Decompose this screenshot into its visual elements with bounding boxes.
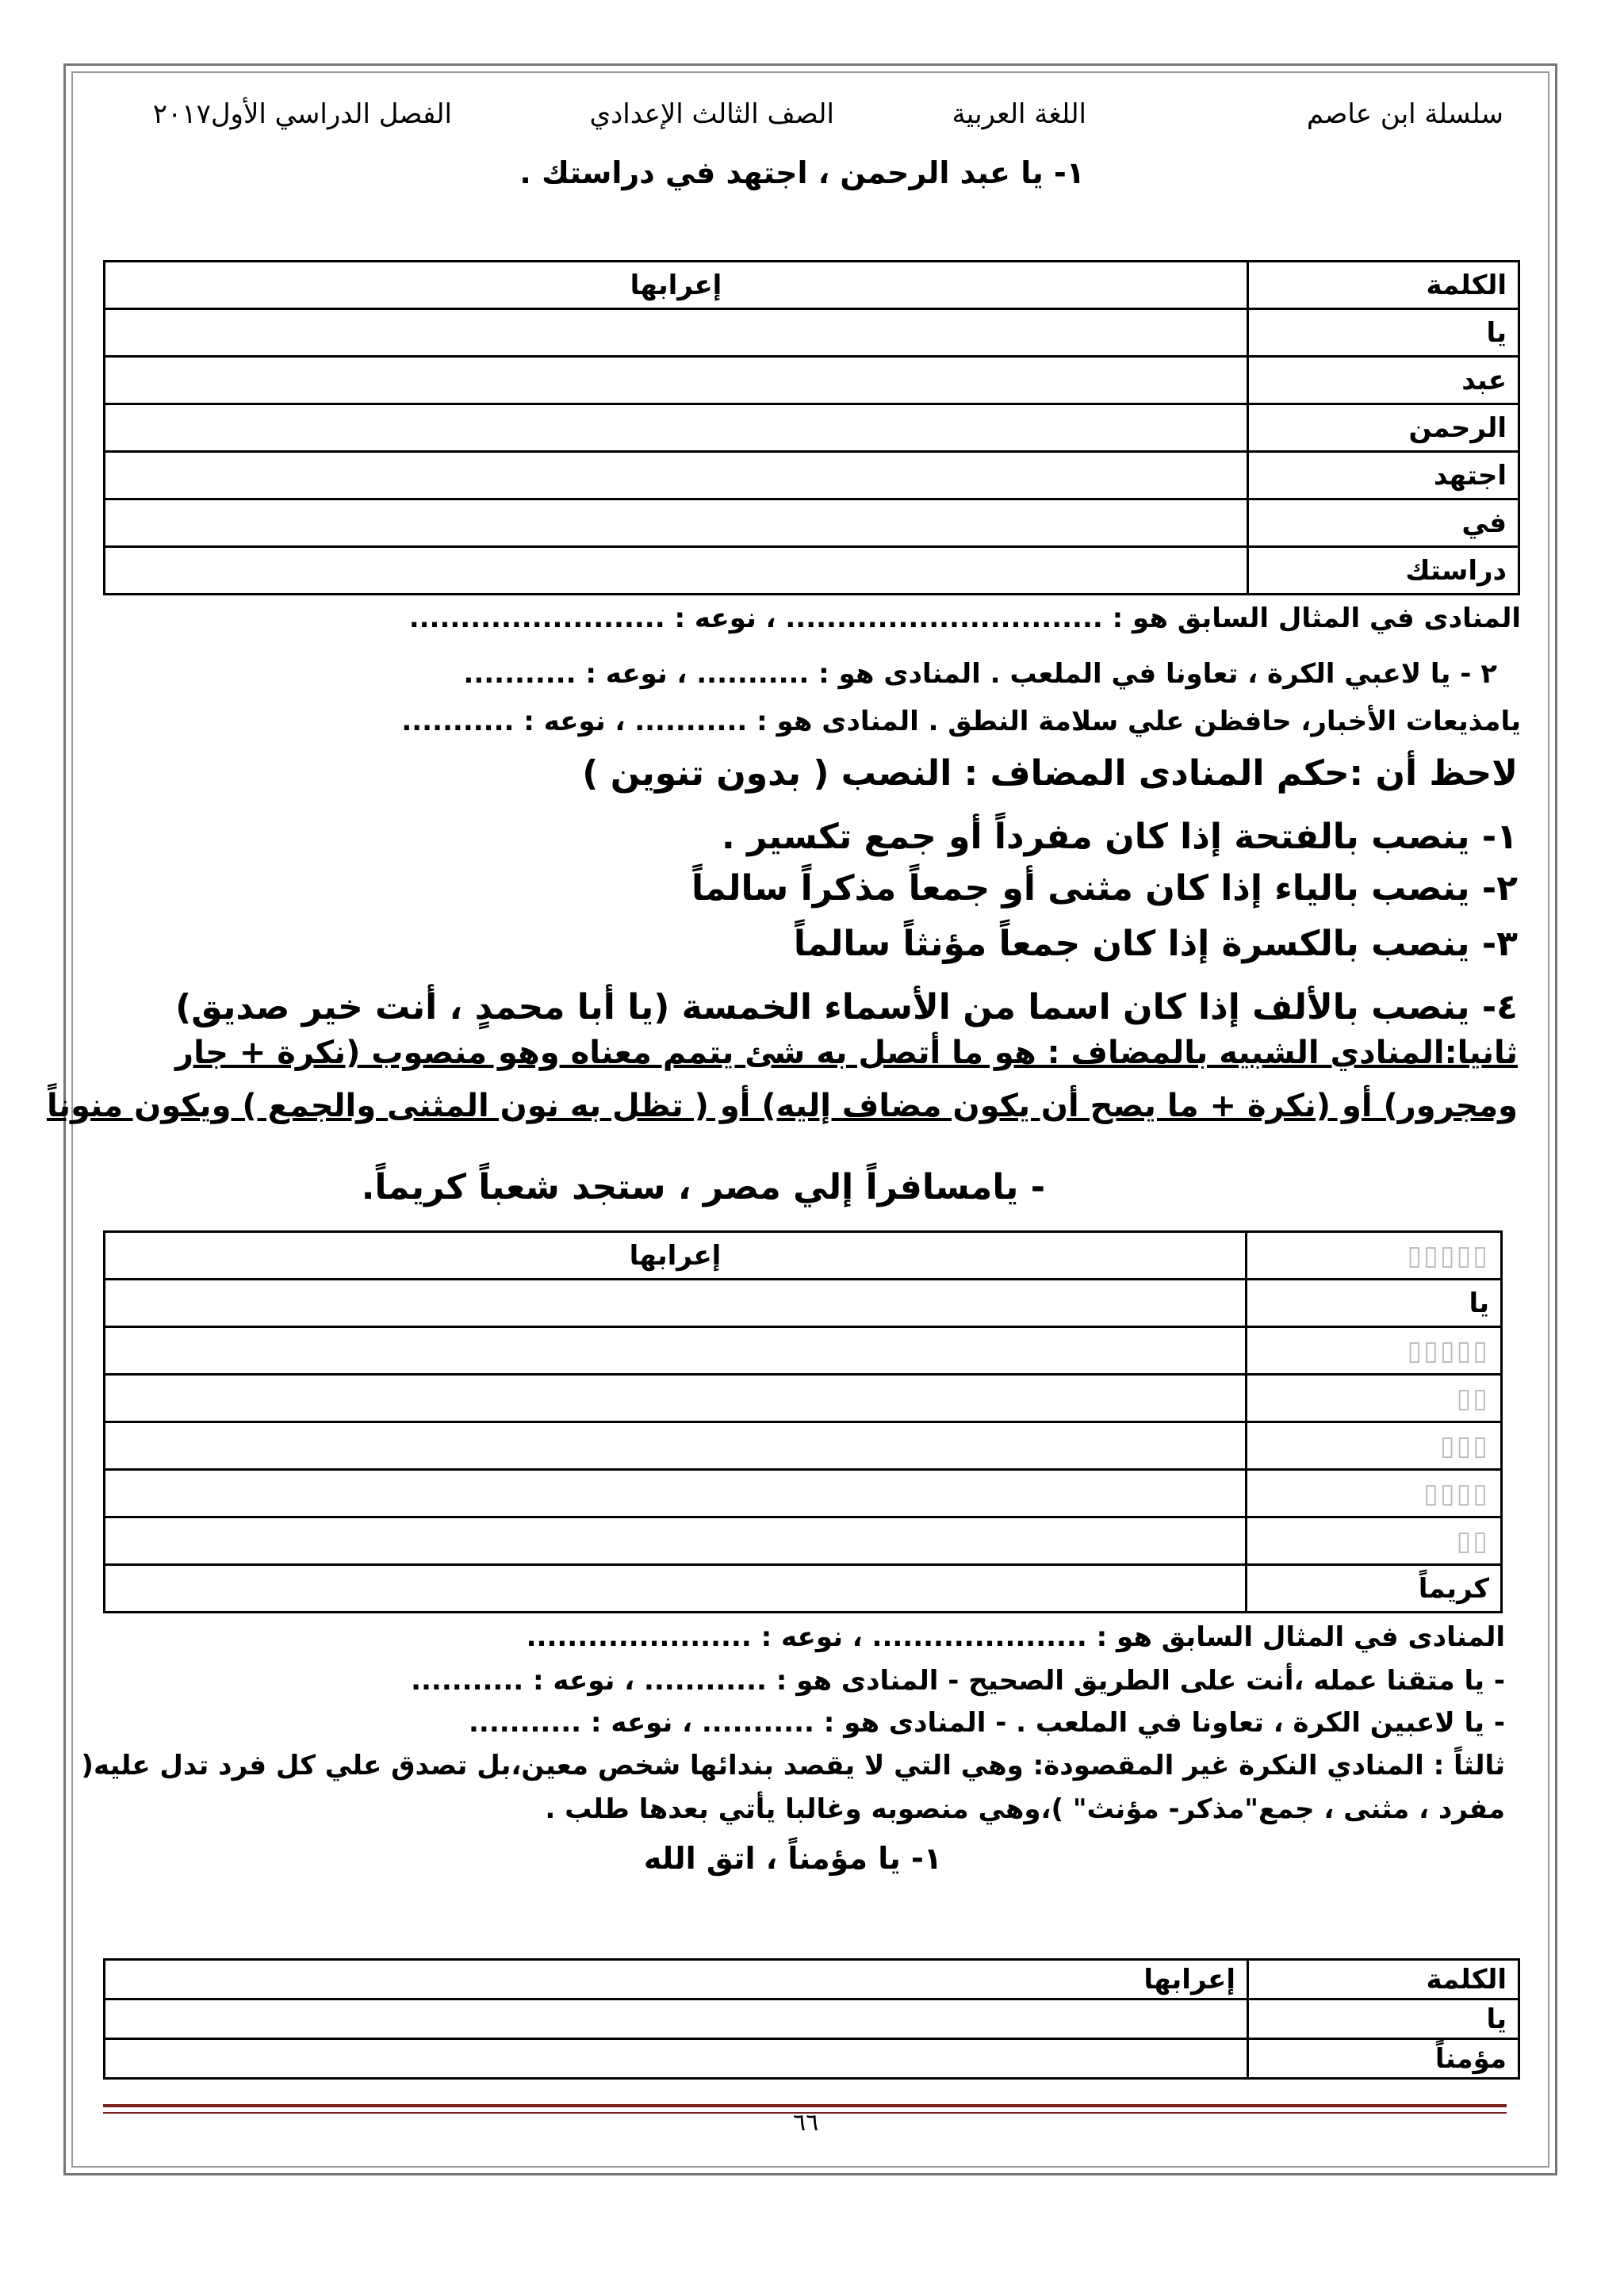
answer-cell[interactable] xyxy=(105,357,1248,404)
part2-definition: ثانيا:المنادي الشبيه بالمضاف : هو ما أتصل به شئ يتمم معناه وهو منصوب (نكرة + جار xyxy=(175,1035,1518,1071)
example1-sentence: ١- يا عبد الرحمن ، اجتهد في دراستك . xyxy=(519,155,1085,190)
part3-table xyxy=(103,1958,1520,2080)
answer-cell[interactable] xyxy=(105,499,1248,547)
answer-cell[interactable] xyxy=(105,1280,1247,1327)
table-word: مؤمناً xyxy=(1248,2039,1519,2079)
part2-table xyxy=(103,1230,1503,1613)
part3-definition: ثالثاً : المنادي النكرة غير المقصودة: وهي التي لا يقصد بندائها شخص معين،بل تصدق علي كل فرد تدل عليه( xyxy=(81,1750,1505,1781)
rule-item: ٤- ينصب بالألف إذا كان اسما من الأسماء الخمسة (يا أبا محمدٍ ، أنت خير صديق) xyxy=(175,987,1518,1027)
table-row xyxy=(105,1470,1502,1517)
part2-line: - يا لاعبين الكرة ، تعاونا في الملعب . - المنادى هو : ........... ، نوعه : ........... xyxy=(468,1707,1505,1739)
table-row xyxy=(105,1280,1502,1327)
header-subject: اللغة العربية xyxy=(952,98,1086,130)
table-word: اجتهد xyxy=(1248,452,1519,499)
rule-item: ١- ينصب بالفتحة إذا كان مفرداً أو جمع تكسير . xyxy=(722,817,1518,857)
answer-cell[interactable] xyxy=(105,452,1248,499)
table-row xyxy=(105,2039,1519,2079)
table-row xyxy=(105,1375,1502,1422)
header-grade: الصف الثالث الإعدادي xyxy=(589,98,834,130)
table-word: عبد xyxy=(1248,357,1519,404)
table-header-irab: إعرابها xyxy=(105,262,1248,309)
table-row xyxy=(105,404,1519,452)
answer-cell[interactable] xyxy=(105,1327,1247,1375)
table-word: الرحمن xyxy=(1248,404,1519,452)
answer-cell[interactable] xyxy=(105,1470,1247,1517)
rule-item: ٢- ينصب بالياء إذا كان مثنى أو جمعاً مذكراً سالماً xyxy=(691,868,1518,909)
table-header-row xyxy=(105,1960,1519,1999)
table-row xyxy=(105,1565,1502,1613)
table-header-word: ▯▯▯▯▯ xyxy=(1247,1232,1502,1280)
table-row xyxy=(105,452,1519,499)
table-word: دراستك xyxy=(1248,547,1519,595)
answer-cell[interactable] xyxy=(105,1565,1247,1613)
header-term: الفصل الدراسي الأول٢٠١٧ xyxy=(152,98,452,130)
table-word: ▯▯ xyxy=(1247,1517,1502,1565)
answer-cell[interactable] xyxy=(105,1517,1247,1565)
part2-line: - يا متقنا عمله ،أنت على الطريق الصحيح - المنادى هو : ............ ، نوعه : ........... xyxy=(411,1665,1505,1697)
table-row xyxy=(105,1517,1502,1565)
part2-definition: ومجرور) أو (نكرة + ما يصح أن يكون مضاف إليه) أو ( تظل به نون المثنى والجمع ) ويكون منوناً xyxy=(46,1088,1518,1124)
table-header-row xyxy=(105,1232,1502,1280)
table-word: يا xyxy=(1247,1280,1502,1327)
table-row xyxy=(105,1999,1519,2039)
rule-title: لاحظ أن :حكم المنادى المضاف : النصب ( بدون تنوين ) xyxy=(582,753,1518,794)
table-word: في xyxy=(1248,499,1519,547)
part1-line: المنادى في المثال السابق هو : ............................... ، نوعه : ......................... xyxy=(408,603,1521,634)
part1-line: ٢ - يا لاعبي الكرة ، تعاونا في الملعب . المنادى هو : ........... ، نوعه : ........... xyxy=(463,658,1497,690)
answer-cell[interactable] xyxy=(105,547,1248,595)
table-row xyxy=(105,547,1519,595)
table-row xyxy=(105,309,1519,357)
answer-cell[interactable] xyxy=(105,1375,1247,1422)
rule-item: ٣- ينصب بالكسرة إذا كان جمعاً مؤنثاً سالماً xyxy=(793,924,1518,964)
example1-table xyxy=(103,260,1520,595)
part3-definition: مفرد ، مثنى ، جمع"مذكر- مؤنث" )،وهي منصوبه وغالبا يأتي بعدها طلب . xyxy=(545,1793,1505,1825)
table-header-irab: إعرابها xyxy=(105,1232,1247,1280)
table-word: يا xyxy=(1248,1999,1519,2039)
table-word: يا xyxy=(1248,309,1519,357)
answer-cell[interactable] xyxy=(105,1422,1247,1470)
table-row xyxy=(105,499,1519,547)
header-series: سلسلة ابن عاصم xyxy=(1306,98,1503,130)
table-row xyxy=(105,357,1519,404)
part1-line: يامذيعات الأخبار، حافظن علي سلامة النطق . المنادى هو : ........... ، نوعه : ........... xyxy=(401,706,1521,737)
table-header-irab: إعرابها xyxy=(105,1960,1248,1999)
table-row xyxy=(105,1422,1502,1470)
table-word: ▯▯▯▯▯ xyxy=(1247,1327,1502,1375)
table-word: ▯▯ xyxy=(1247,1375,1502,1422)
table-word: ▯▯▯▯ xyxy=(1247,1470,1502,1517)
answer-cell[interactable] xyxy=(105,309,1248,357)
table-row xyxy=(105,1327,1502,1375)
part3-sentence: ١- يا مؤمناً ، اتق الله xyxy=(643,1841,942,1876)
table-header-row xyxy=(105,262,1519,309)
table-word: ▯▯▯ xyxy=(1247,1422,1502,1470)
table-header-word: الكلمة xyxy=(1248,1960,1519,1999)
page-number: ٦٦ xyxy=(793,2109,819,2137)
answer-cell[interactable] xyxy=(105,2039,1248,2079)
answer-cell[interactable] xyxy=(105,1999,1248,2039)
table-header-word: الكلمة xyxy=(1248,262,1519,309)
footer-rule xyxy=(103,2104,1507,2107)
part2-sentence: - يامسافراً إلي مصر ، ستجد شعباً كريماً. xyxy=(361,1167,1045,1207)
answer-cell[interactable] xyxy=(105,404,1248,452)
table-word: كريماً xyxy=(1247,1565,1502,1613)
part2-line: المنادى في المثال السابق هو : ..................... ، نوعه : ...................... xyxy=(526,1621,1505,1653)
